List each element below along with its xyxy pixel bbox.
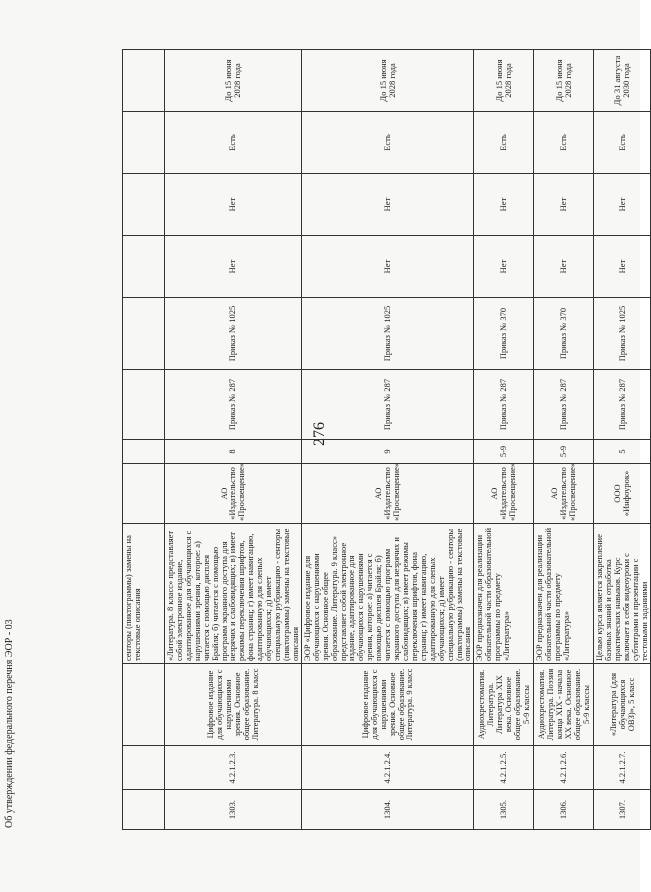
row-col-1: Нет [594,236,651,298]
row-grade: 5-9 [534,440,594,464]
row-order-2: Приказ № 370 [474,298,534,370]
row-order-1: Приказ № 287 [534,370,594,440]
row-order-1: Приказ № 287 [165,370,302,440]
row-description: Целью курса является закрепление базовых знаний и отработка практических навыков. Курс включает в себя видеоуроки с субтитрами и презентации с тестовыми заданиями [594,524,651,664]
row-col-1: Нет [165,236,302,298]
row-col-1: Нет [301,236,474,298]
row-order-1: Приказ № 287 [301,370,474,440]
row-col-3: Есть [594,112,651,174]
row-description: ЭОР предназначен для реализации обязательной части образовательной программы по предмету «Литература» [474,524,534,664]
row-deadline: До 15 июня 2028 года [474,50,534,112]
row-code: 4.2.1.2.7. [594,746,651,790]
row-description: «Литература. 8 класс» представляет собой электронное издание, адаптированное для обучающихся с нарушениями зрения, которое: а) читается с помощью дисплея Брайля; б) читается с помощью программ экранного доступа для незрячих и слабовидящих; в) имеет режимы переключения шрифтов, фона страниц; г) имеет навигацию, адаптированную для слепых обучающихся; д) имеет специальную рубрикацию - сенторы (пиктограммы) замены на текстовые описания [165,524,302,664]
row-order-2: Приказ № 1025 [165,298,302,370]
table-row [301,50,474,830]
row-col-2: Нет [474,174,534,236]
row-publisher: АО «Издательство «Просвещение» [474,464,534,524]
row-number: 1304. [301,790,474,830]
row-title: Аудиохрестоматия. Литература. Поэзия конца XIX - начала XX века. Основное общее образование. 5-9 классы [534,664,594,746]
row-order-2: Приказ № 1025 [301,298,474,370]
row-description: ЭОР предназначен для реализации обязательной части образовательной программы по предмету «Литература» [534,524,594,664]
table-row [474,50,534,830]
row-col-2: Нет [165,174,302,236]
row-col-3: Есть [474,112,534,174]
row-col-3: Есть [534,112,594,174]
row-publisher: АО «Издательство «Просвещение» [301,464,474,524]
row-title: Цифровое издание для обучающихся с нарушениями зрения. Основное общее образование. Литература. 9 класс [301,664,474,746]
row-col-2: Нет [594,174,651,236]
row-order-1: Приказ № 287 [594,370,651,440]
table-row [534,50,594,830]
row-col-2: Нет [301,174,474,236]
page-number: 276 [311,422,328,446]
row-col-1: Нет [474,236,534,298]
row-code: 4.2.1.2.4. [301,746,474,790]
row-grade: 5-9 [474,440,534,464]
footer-note: Об утверждении федерального перечня ЭОР - 03 [4,619,15,828]
row-title: «Литература (для обучающихся ОВЗ)», 5 класс [594,664,651,746]
row-code: 4.2.1.2.6. [534,746,594,790]
table-row [594,50,651,830]
row-publisher: АО «Издательство «Просвещение» [165,464,302,524]
eor-table [122,49,651,830]
row-col-3: Есть [301,112,474,174]
row-title: Цифровое издание для обучающихся с нарушениями зрения. Основное общее образование. Литература. 8 класс [165,664,302,746]
row-deadline: До 15 июня 2028 года [165,50,302,112]
row-order-2: Приказ № 370 [534,298,594,370]
row-grade: 9 [301,440,474,464]
row-deadline: До 15 июня 2028 года [534,50,594,112]
row-deadline: До 31 августа 2030 года [594,50,651,112]
row-col-1: Нет [534,236,594,298]
row-deadline: До 15 июня 2028 года [301,50,474,112]
row-col-3: Есть [165,112,302,174]
row-number: 1303. [165,790,302,830]
row-title: Аудиохрестоматия. Литература. Литература XIX века. Основное общее образование. 5-9 классы [474,664,534,746]
row-code: 4.2.1.2.5. [474,746,534,790]
table-row [165,50,302,830]
row-publisher: АО «Издательство «Просвещение» [534,464,594,524]
row-col-2: Нет [534,174,594,236]
row-grade: 8 [165,440,302,464]
row-order-1: Приказ № 287 [474,370,534,440]
row-code: 4.2.1.2.3. [165,746,302,790]
row-number: 1307. [594,790,651,830]
row-number: 1305. [474,790,534,830]
row-description: ЭОР «Цифровое издание для обучающихся с нарушениями зрения. Основное общее образование. Литература. 9 класс» представляет собой электронное издание, адаптированное для обучающихся с нарушениями зрения, которое: а) читается с помощью дисплея Брайля; б) читается с помощью программ экранного доступа для незрячих и слабовидящих; в) имеет режимы переключения шрифтов, фона страниц; г) имеет навигацию, адаптированную для слепых обучающихся; д) имеет специальную рубрикацию - сенторы (пиктограммы) замены на текстовые описания [301,524,474,664]
table-wrapper [122,55,649,830]
row-grade: 5 [594,440,651,464]
row-publisher: ООО «Инфоурок» [594,464,651,524]
row-order-2: Приказ № 1025 [594,298,651,370]
continuation-text: сенторы (пиктограммы) замены на текстовые описания [123,524,165,664]
row-number: 1306. [534,790,594,830]
